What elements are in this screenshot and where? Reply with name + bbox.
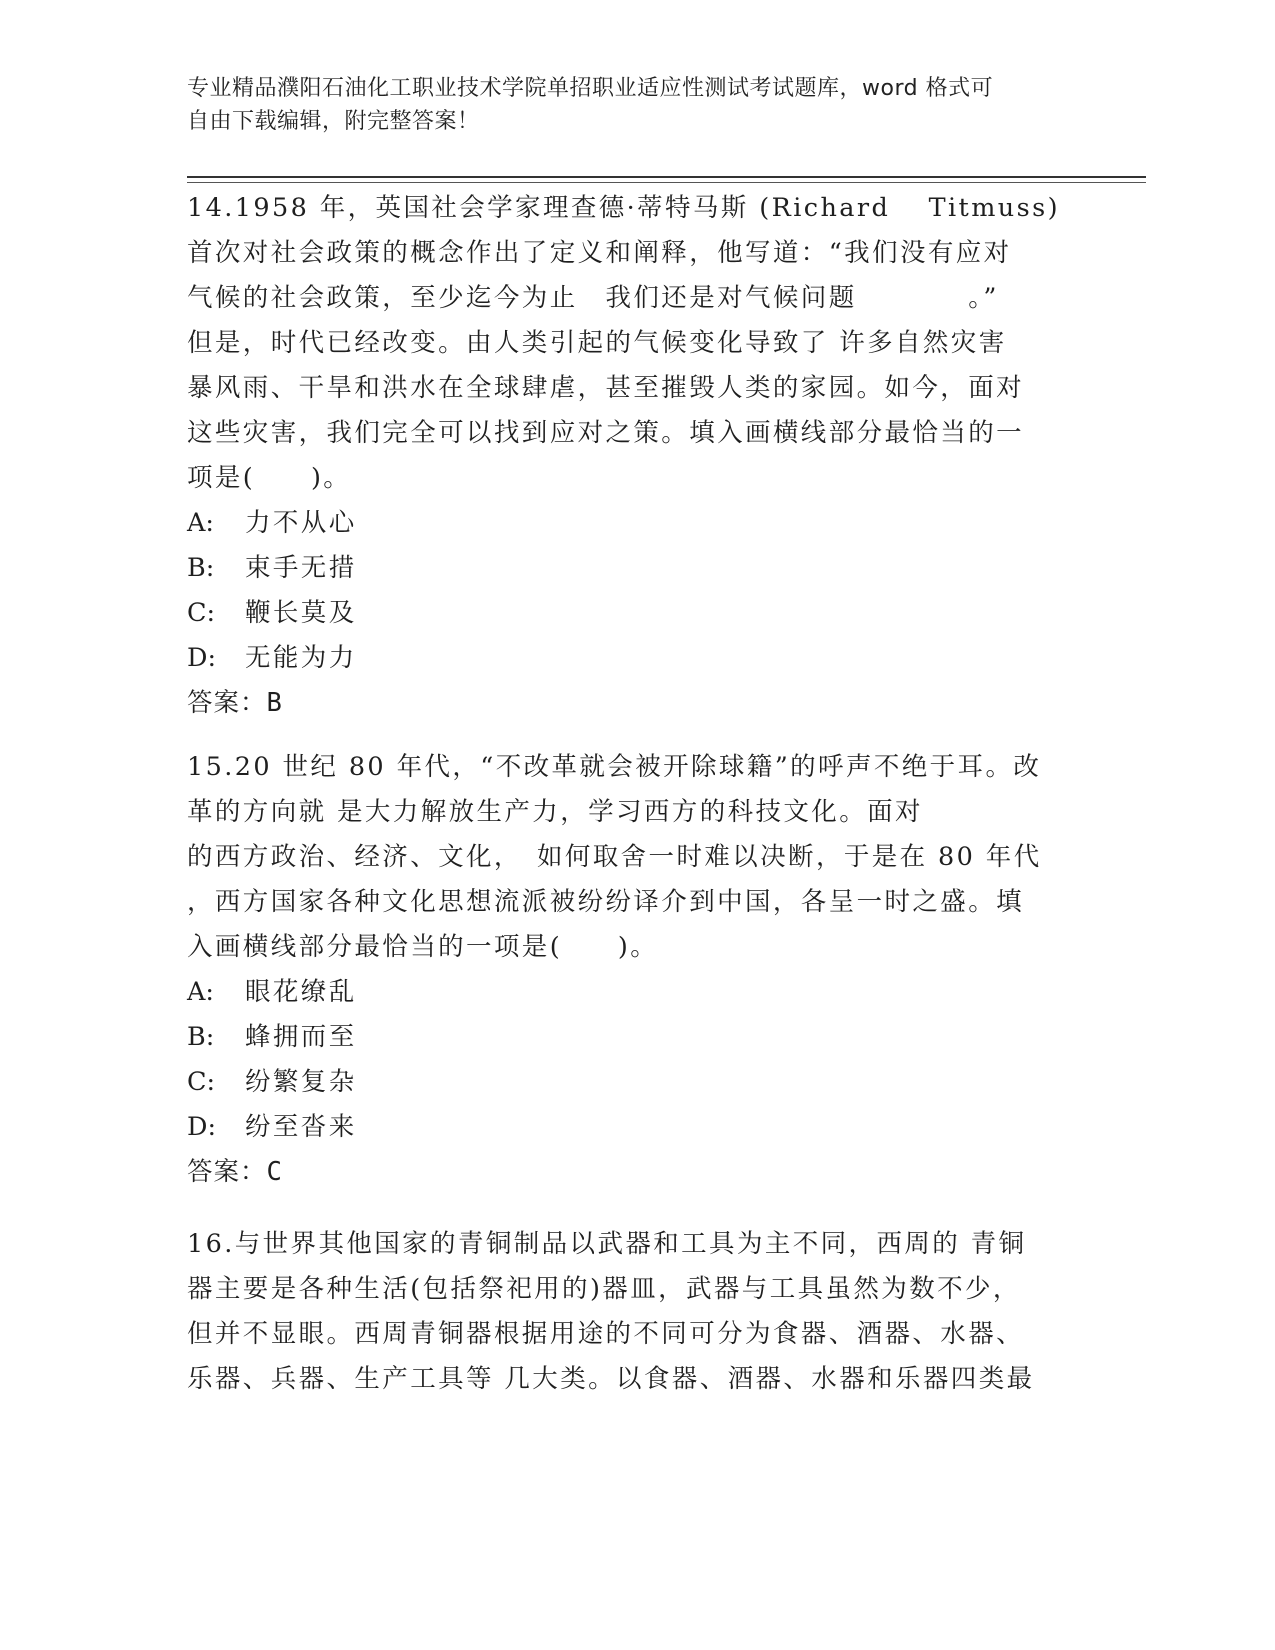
- option-letter: C:: [187, 598, 216, 628]
- answer-label: 答案：: [187, 688, 267, 718]
- option-text: 纷繁复杂: [245, 1067, 357, 1097]
- option-letter: B:: [187, 553, 215, 583]
- question-line: 但是，时代已经改变。由人类引起的气候变化导致了 许多自然灾害: [187, 328, 1007, 358]
- header-line: 自由下载编辑，附完整答案！: [187, 109, 480, 134]
- question-line: 但并不显眼。西周青铜器根据用途的不同可分为食器、酒器、水器、: [187, 1319, 1025, 1349]
- option-letter: B:: [187, 1022, 215, 1052]
- question-line: 入画横线部分最恰当的一项是( )。: [187, 932, 659, 962]
- question-text: [187, 1222, 1067, 1402]
- option-letter: C:: [187, 1067, 216, 1097]
- question-text: [187, 745, 1067, 970]
- question-14: [187, 186, 1067, 726]
- option-letter: D:: [187, 643, 217, 673]
- option-d: [187, 636, 1067, 681]
- question-line: 14.1958 年，英国社会学家理查德·蒂特马斯 (Richard Titmuss): [187, 193, 1060, 223]
- question-line: 首次对社会政策的概念作出了定义和阐释，他写道：“我们没有应对: [187, 238, 1012, 268]
- header-line: 专业精品濮阳石油化工职业技术学院单招职业适应性测试考试题库，word 格式可: [187, 76, 994, 101]
- option-letter: D:: [187, 1112, 217, 1142]
- question-text: [187, 186, 1067, 501]
- question-line: 15.20 世纪 80 年代，“不改革就会被开除球籍”的呼声不绝于耳。改: [187, 752, 1042, 782]
- option-b: [187, 1015, 1067, 1060]
- option-text: 纷至沓来: [245, 1112, 357, 1142]
- option-letter: A:: [187, 977, 215, 1007]
- option-c: [187, 1060, 1067, 1105]
- question-line: 项是( )。: [187, 463, 352, 493]
- option-text: 无能为力: [245, 643, 357, 673]
- question-line: 的西方政治、经济、文化， 如何取舍一时难以决断，于是在 80 年代: [187, 842, 1042, 872]
- document-header: [187, 72, 1067, 138]
- question-line: 革的方向就 是大力解放生产力，学习西方的科技文化。面对: [187, 797, 923, 827]
- question-16: [187, 1222, 1067, 1402]
- option-text: 眼花缭乱: [245, 977, 357, 1007]
- question-line: 暴风雨、干旱和洪水在全球肆虐，甚至摧毁人类的家园。如今，面对: [187, 373, 1025, 403]
- header-rule-thick: [187, 176, 1146, 178]
- question-line: 16.与世界其他国家的青铜制品以武器和工具为主不同，西周的 青铜: [187, 1229, 1027, 1259]
- option-a: [187, 501, 1067, 546]
- answer-line: [187, 681, 1067, 726]
- option-text: 束手无措: [245, 553, 357, 583]
- option-d: [187, 1105, 1067, 1150]
- option-text: 鞭长莫及: [245, 598, 357, 628]
- question-line: 这些灾害，我们完全可以找到应对之策。填入画横线部分最恰当的一: [187, 418, 1025, 448]
- option-b: [187, 546, 1067, 591]
- question-line: 气候的社会政策，至少迄今为止 我们还是对气候问题 。”: [187, 283, 999, 313]
- answer-label: 答案：: [187, 1157, 267, 1187]
- question-line: 乐器、兵器、生产工具等 几大类。以食器、酒器、水器和乐器四类最: [187, 1364, 1035, 1394]
- answer-value: C: [266, 1157, 283, 1187]
- option-text: 力不从心: [245, 508, 357, 538]
- header-rule-thin: [187, 182, 1146, 183]
- question-15: [187, 745, 1067, 1195]
- option-a: [187, 970, 1067, 1015]
- option-text: 蜂拥而至: [245, 1022, 357, 1052]
- question-line: 器主要是各种生活(包括祭祀用的)器皿，武器与工具虽然为数不少，: [187, 1274, 1021, 1304]
- question-line: ，西方国家各种文化思想流派被纷纷译介到中国，各呈一时之盛。填: [187, 887, 1025, 917]
- answer-value: B: [266, 688, 283, 718]
- option-c: [187, 591, 1067, 636]
- option-letter: A:: [187, 508, 215, 538]
- answer-line: [187, 1150, 1067, 1195]
